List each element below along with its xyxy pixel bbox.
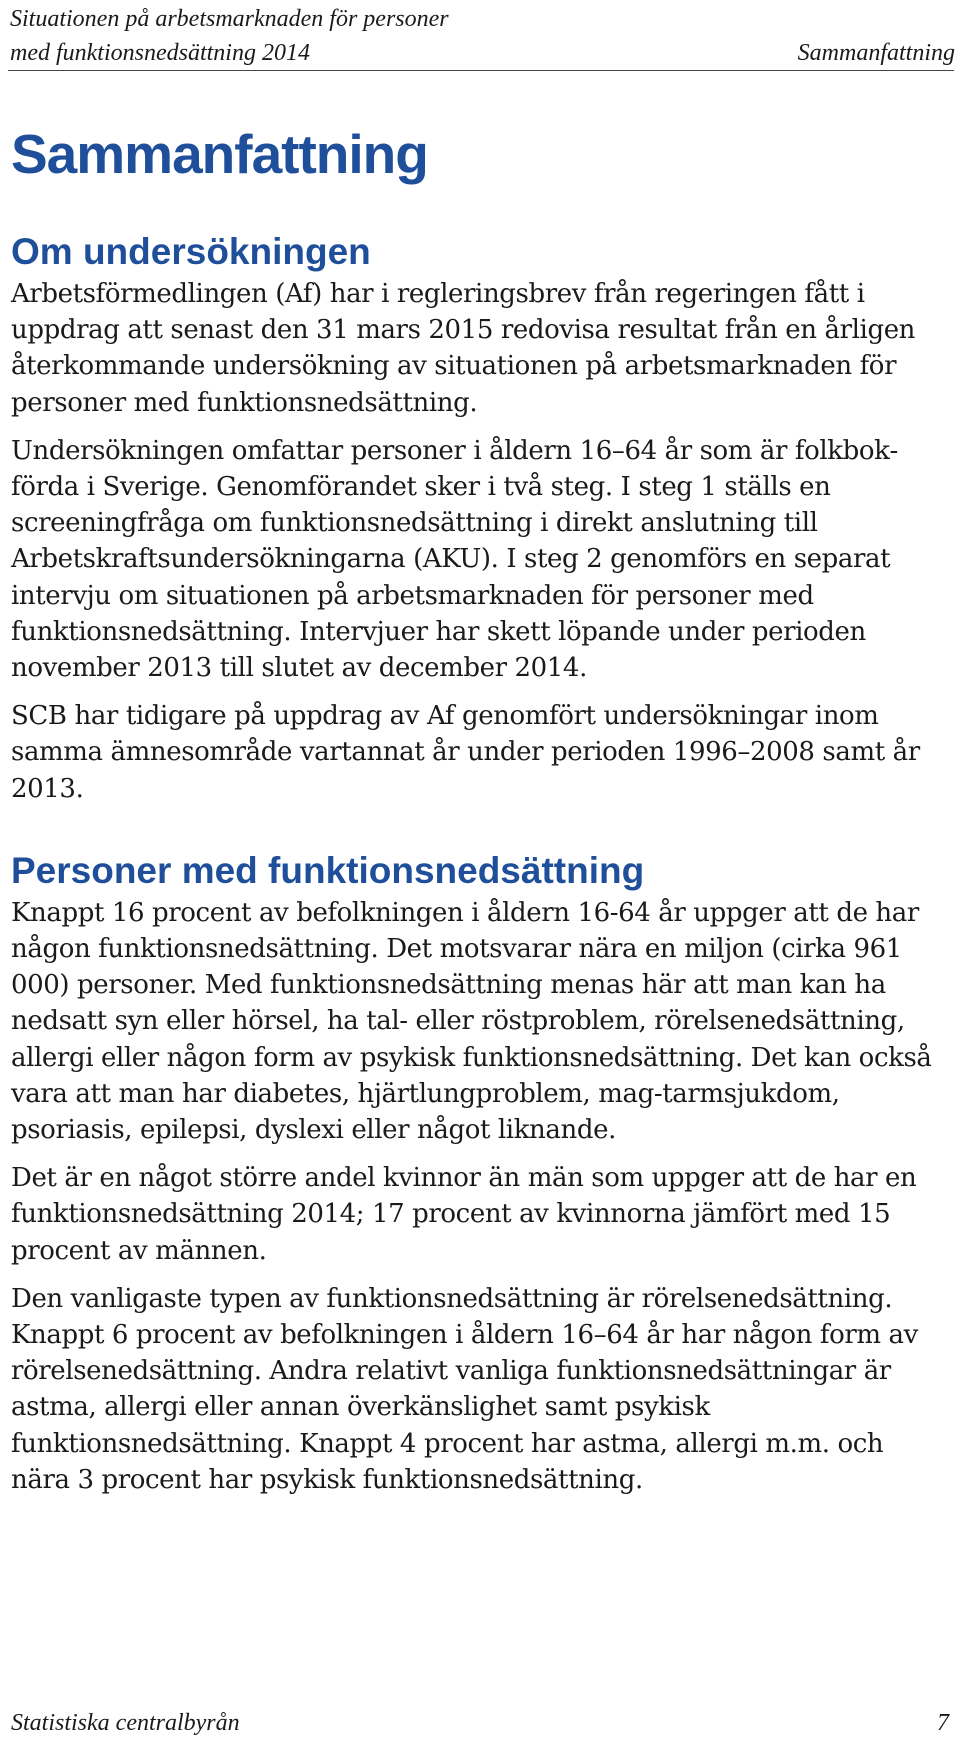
publisher-name: Statistiska centralbyrån [11,1710,240,1736]
paragraph: Knappt 16 procent av befolkningen i åldern 16-64 år uppger att de har någon funktionsnedsättning. Det motsvarar nära en miljon (cirka 961 000) personer. Med funktionsnedsättning menas här att man kan ha nedsatt syn eller hörsel, ha tal- eller röstproblem, rörelsenedsättning, allergi eller någon form av psykisk funktionsnedsättning. Det kan också vara att man har diabetes, hjärtlungproblem, mag-tarmsjukdom, psoriasis, epilepsi, dyslexi eller något liknande. [11,897,932,1146]
page-number: 7 [937,1710,949,1736]
paragraph: Den vanligaste typen av funktionsnedsättning är rörelsenedsättning. Knappt 6 procent av befolkningen i åldern 16–64 år har någon form av rörelsenedsättning. Andra relativt vanliga funktionsnedsättningar är astma, allergi eller annan överkänslighet samt psykisk funktionsnedsättning. Knappt 4 procent har astma, allergi m.m. och nära 3 procent har psykisk funktionsnedsättning. [11,1283,918,1495]
report-title-line-1: Situationen på arbetsmarknaden för personer [10,6,449,32]
report-title [10,2,449,70]
running-section-title: Sammanfattning [797,40,955,66]
paragraph: Arbetsförmedlingen (Af) har i regleringsbrev från regeringen fått i uppdrag att senast den 31 mars 2015 redovisa resultat från en årligen återkommande undersökning av situationen på arbetsmarknaden för personer med funktionsnedsättning. [11,279,916,418]
section-heading-om-undersokningen: Om undersökningen [11,231,371,272]
main-content [11,118,946,1510]
page-title: Sammanfattning [11,123,428,185]
header-divider [8,70,954,71]
paragraph: Undersökningen omfattar personer i åldern 16–64 år som är folkbokförda i Sverige. Genomförandet sker i två steg. I steg 1 ställs en screeningfråga om funktionsnedsättning i direkt anslutning till Arbetskraftsundersökningarna (AKU). I steg 2 genomförs en separat intervju om situationen på arbetsmarknaden för personer med funktionsnedsättning. Intervjuer har skett löpande under perioden november 2013 till slutet av december 2014. [11,435,899,684]
section-heading-personer-med-funktionsnedsattning: Personer med funktionsnedsättning [11,849,645,891]
paragraph: Det är en något större andel kvinnor än män som uppger att de har en funktionsnedsättning 2014; 17 procent av kvinnorna jämfört med 15 procent av männen. [11,1163,917,1266]
report-title-line-2: med funktionsnedsättning 2014 [10,40,310,66]
paragraph: SCB har tidigare på uppdrag av Af genomfört undersökningar inom samma ämnesområde vartannat år under perioden 1996–2008 samt år 2013. [11,701,920,804]
